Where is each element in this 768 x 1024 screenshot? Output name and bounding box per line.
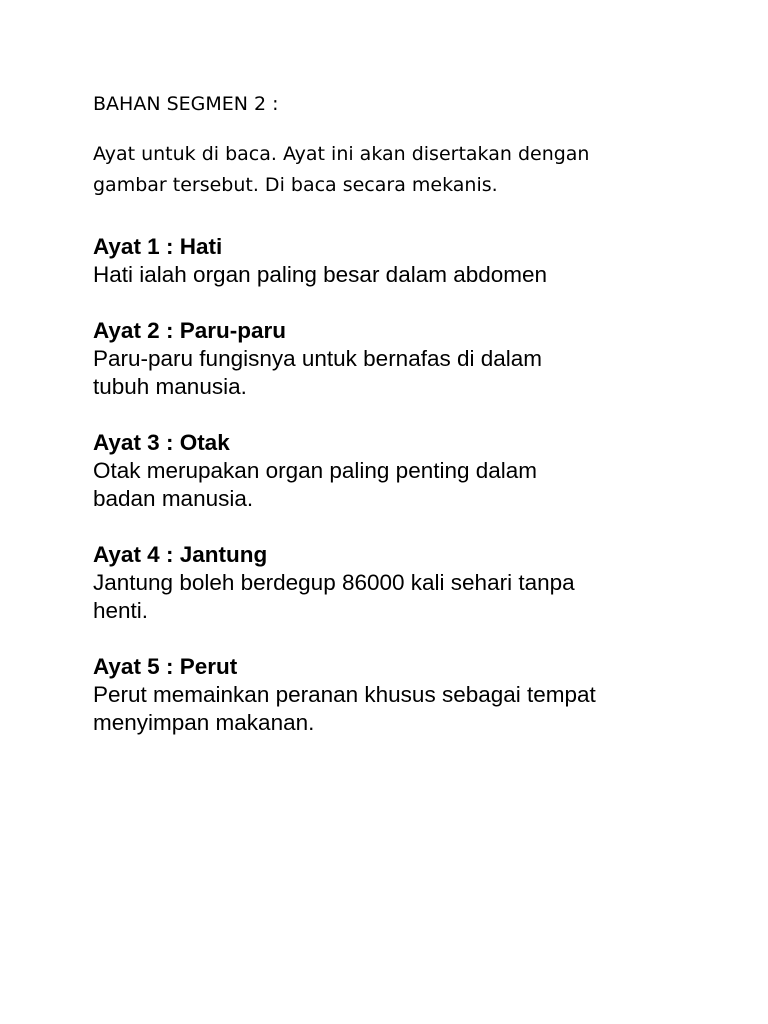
- intro-paragraph: [93, 139, 733, 201]
- ayat-heading: Ayat 1 : Hati: [93, 234, 223, 259]
- ayat-1: [93, 233, 733, 289]
- ayat-heading: Ayat 3 : Otak: [93, 430, 230, 455]
- segment-title: BAHAN SEGMEN 2 :: [93, 93, 279, 115]
- ayat-text-line: menyimpan makanan.: [93, 710, 315, 735]
- ayat-text-line: Perut memainkan peranan khusus sebagai tempat: [93, 682, 596, 707]
- ayat-text-line: Jantung boleh berdegup 86000 kali sehari tanpa: [93, 570, 575, 595]
- ayat-4: [93, 541, 733, 625]
- ayat-text-line: Paru-paru fungisnya untuk bernafas di dalam: [93, 346, 543, 371]
- ayat-text-line: Otak merupakan organ paling penting dalam: [93, 458, 538, 483]
- document-page: [93, 90, 733, 765]
- ayat-2: [93, 317, 733, 401]
- ayat-heading: Ayat 5 : Perut: [93, 654, 238, 679]
- intro-line: Ayat untuk di baca. Ayat ini akan disertakan dengan: [93, 143, 590, 165]
- ayat-3: [93, 429, 733, 513]
- ayat-heading: Ayat 4 : Jantung: [93, 542, 268, 567]
- intro-line: gambar tersebut. Di baca secara mekanis.: [93, 174, 498, 196]
- ayat-text-line: Hati ialah organ paling besar dalam abdomen: [93, 262, 548, 287]
- ayat-text-line: badan manusia.: [93, 486, 254, 511]
- ayat-text-line: henti.: [93, 598, 149, 623]
- ayat-5: [93, 653, 733, 737]
- ayat-text-line: tubuh manusia.: [93, 374, 247, 399]
- ayat-heading: Ayat 2 : Paru-paru: [93, 318, 286, 343]
